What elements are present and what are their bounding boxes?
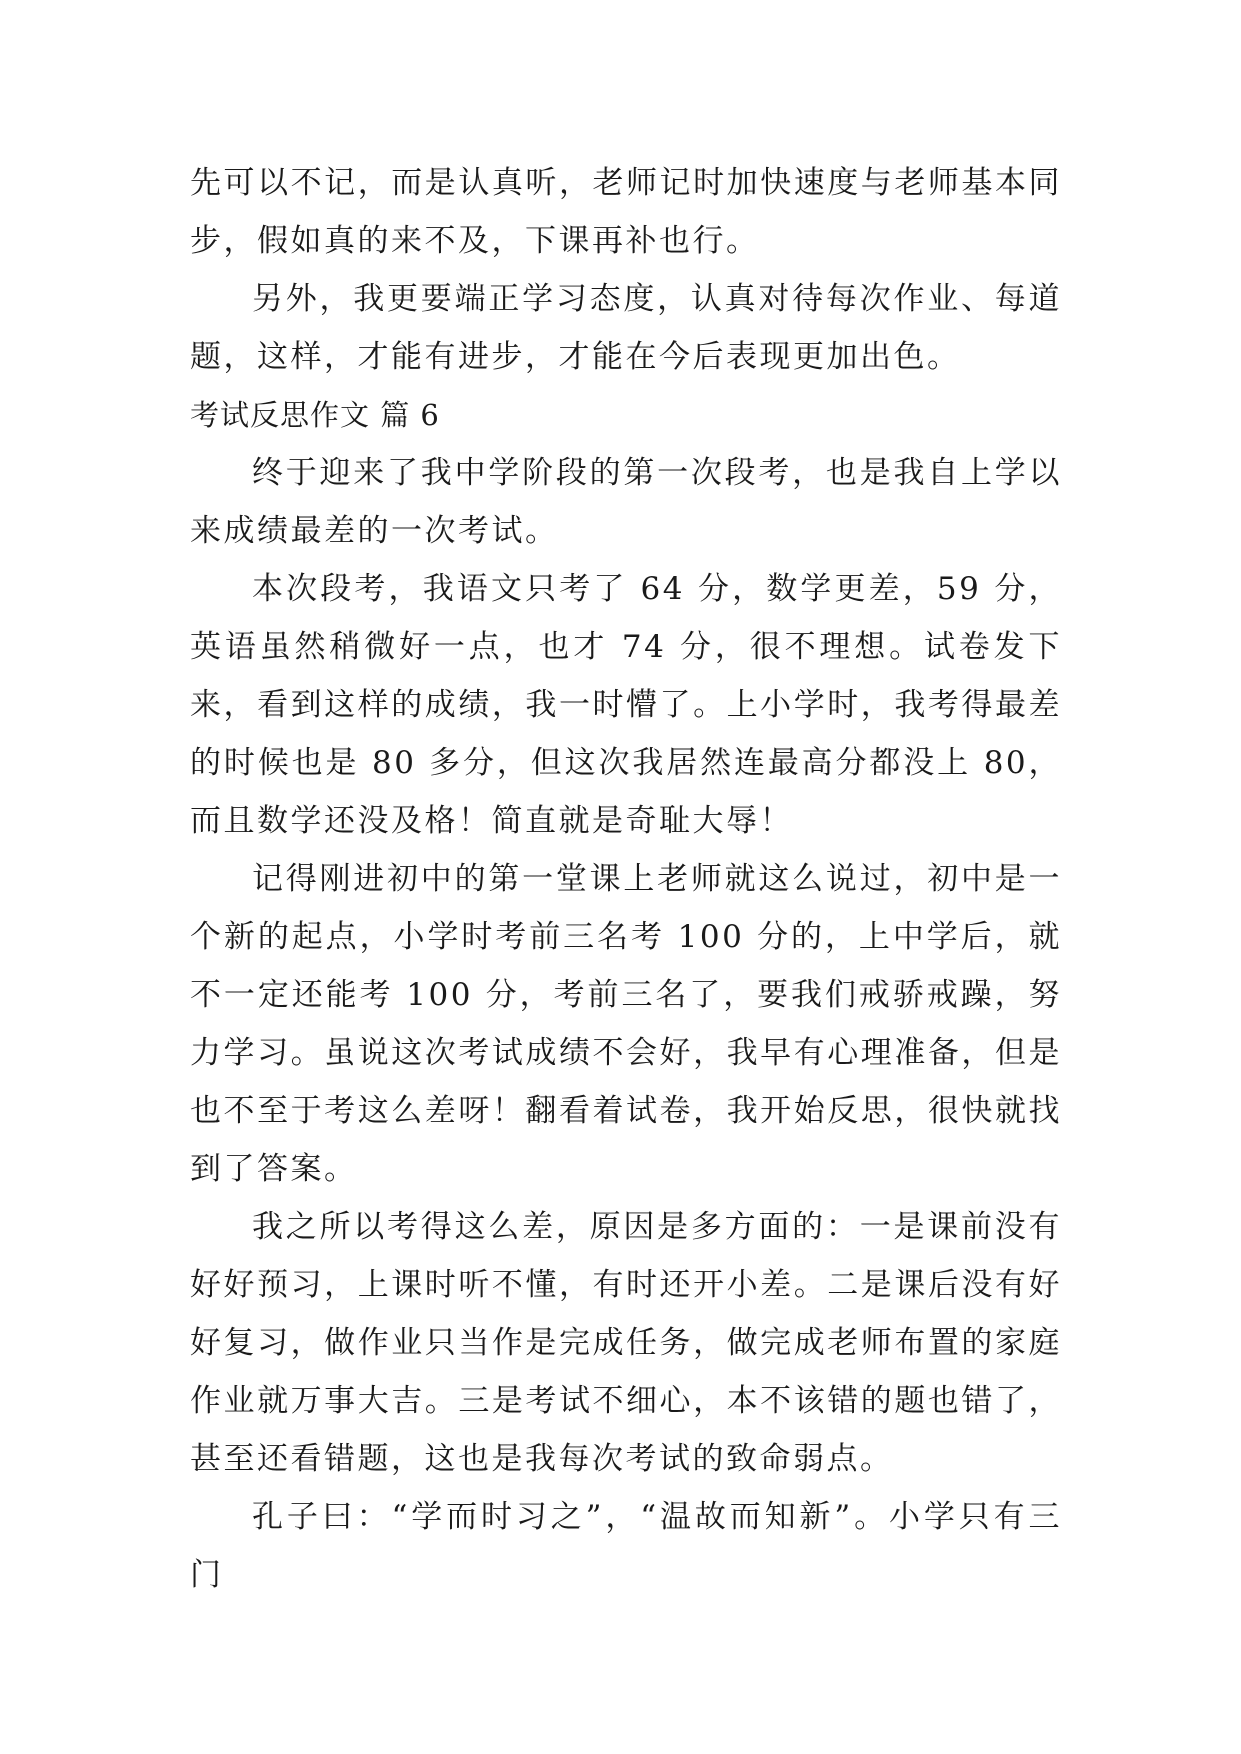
paragraph: 本次段考，我语文只考了 64 分，数学更差，59 分，英语虽然稍微好一点，也才 74 分，很不理想。试卷发下来，看到这样的成绩，我一时懵了。上小学时，我考得最差的时候也是 80 多分，但这次我居然连最高分都没上 80，而且数学还没及格！简直就是奇耻大辱！ bbox=[190, 571, 1062, 839]
paragraph: 孔子曰：“学而时习之”，“温故而知新”。小学只有三门 bbox=[190, 1499, 1062, 1593]
section-heading: 考试反思作文 篇 6 bbox=[190, 398, 440, 432]
document-body bbox=[190, 154, 1062, 1604]
paragraph: 另外，我更要端正学习态度，认真对待每次作业、每道题，这样，才能有进步，才能在今后表现更加出色。 bbox=[190, 281, 1062, 375]
paragraph: 记得刚进初中的第一堂课上老师就这么说过，初中是一个新的起点，小学时考前三名考 100 分的，上中学后，就不一定还能考 100 分，考前三名了，要我们戒骄戒躁，努力学习。虽说这次考试成绩不会好，我早有心理准备，但是也不至于考这么差呀！翻看着试卷，我开始反思，很快就找到了答案。 bbox=[190, 861, 1062, 1187]
paragraph: 终于迎来了我中学阶段的第一次段考，也是我自上学以来成绩最差的一次考试。 bbox=[190, 455, 1062, 549]
paragraph-continuation: 先可以不记，而是认真听，老师记时加快速度与老师基本同步，假如真的来不及，下课再补也行。 bbox=[190, 165, 1062, 259]
paragraph: 我之所以考得这么差，原因是多方面的：一是课前没有好好预习，上课时听不懂，有时还开小差。二是课后没有好好复习，做作业只当作是完成任务，做完成老师布置的家庭作业就万事大吉。三是考试不细心，本不该错的题也错了，甚至还看错题，这也是我每次考试的致命弱点。 bbox=[190, 1209, 1062, 1477]
